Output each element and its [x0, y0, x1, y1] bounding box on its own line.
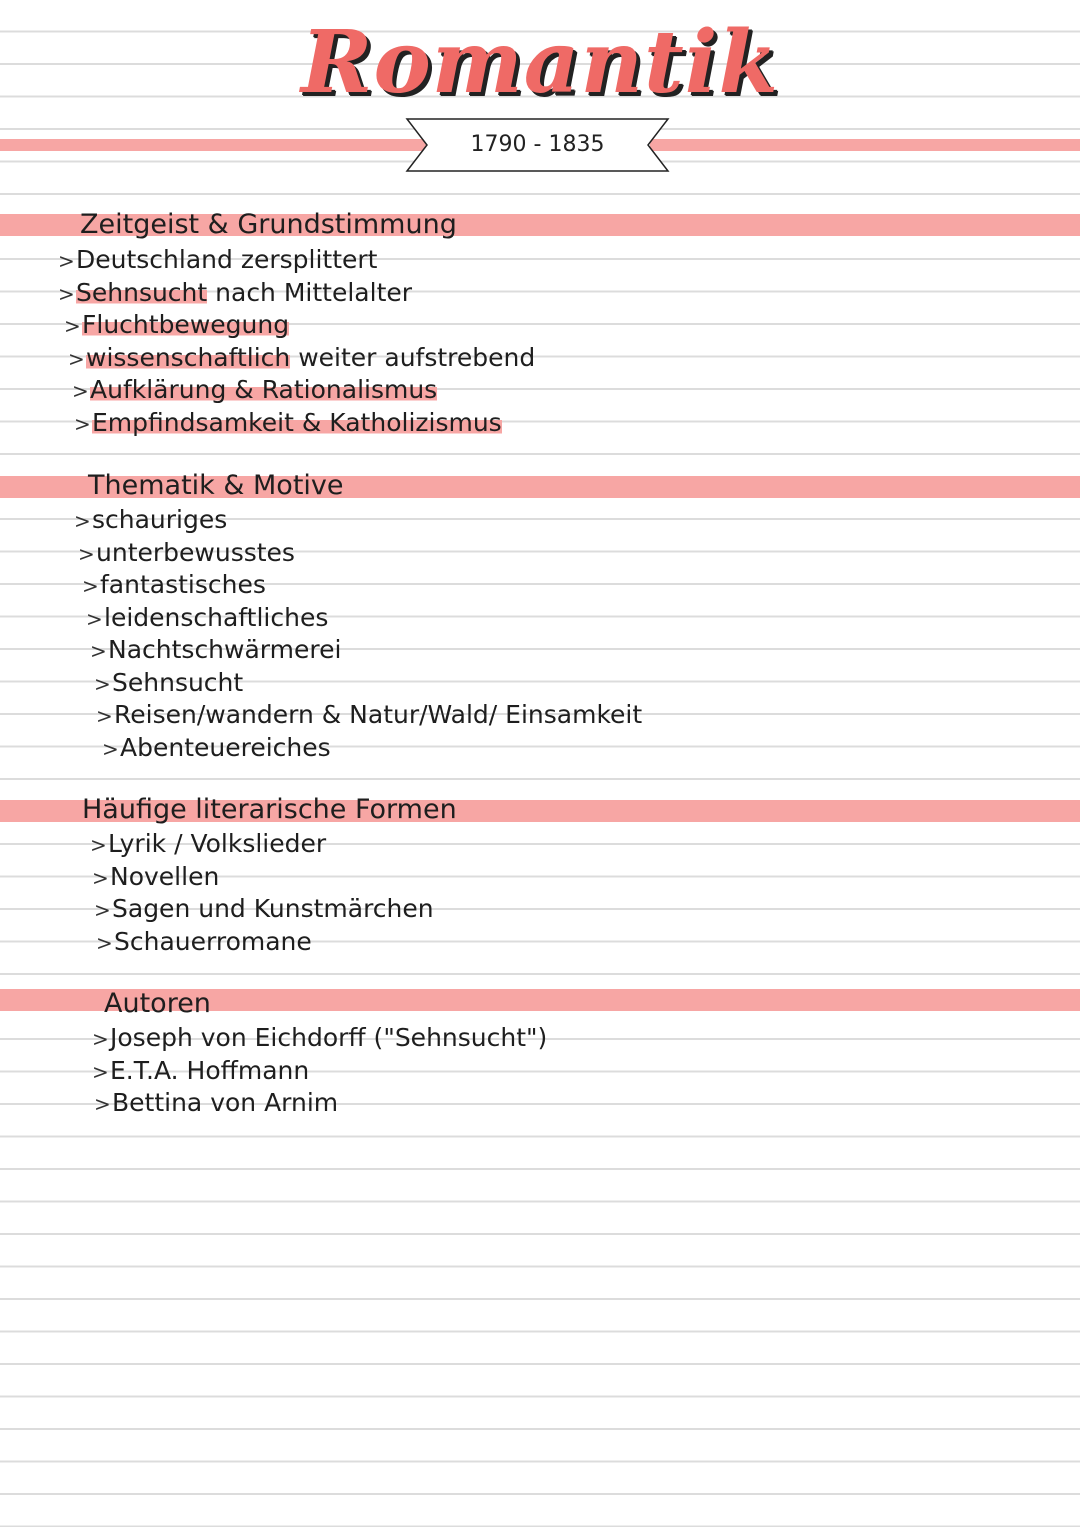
chevron-right-icon: >: [94, 1092, 111, 1116]
period-band-right: [650, 139, 1080, 151]
item-text: Schauerromane: [114, 926, 312, 956]
item-text: unterbewusstes: [96, 537, 295, 567]
list-item: [90, 861, 434, 894]
chevron-right-icon: >: [58, 281, 75, 306]
item-highlight: Empfindsamkeit & Katholizismus: [92, 407, 502, 437]
list-item: [74, 732, 642, 765]
item-text: E.T.A. Hoffmann: [110, 1055, 310, 1085]
item-text: Reisen/wandern & Natur/Wald/ Einsamkeit: [114, 700, 643, 729]
list-item: [58, 309, 535, 342]
chevron-right-icon: >: [92, 1059, 109, 1084]
item-text: Sagen und Kunstmärchen: [112, 894, 434, 923]
list-item: [74, 569, 642, 602]
chevron-right-icon: >: [74, 411, 91, 436]
list-item: [90, 893, 434, 926]
list-zeitgeist: [58, 244, 535, 439]
list-item: [74, 634, 642, 667]
item-highlight: Fluchtbewegung: [82, 310, 290, 339]
heading-autoren: Autoren: [104, 988, 211, 1019]
period-banner: [405, 117, 670, 173]
item-text: Nachtschwärmerei: [108, 635, 342, 664]
list-thematik: [74, 504, 642, 764]
list-item: [58, 374, 535, 407]
item-text: schauriges: [92, 505, 228, 534]
chevron-right-icon: >: [92, 865, 109, 890]
list-item: [58, 407, 535, 440]
list-autoren: [92, 1022, 547, 1120]
chevron-right-icon: >: [94, 898, 111, 922]
item-text: Bettina von Arnim: [112, 1088, 339, 1117]
list-item: [74, 699, 642, 732]
period-range: 1790 - 1835: [470, 132, 605, 157]
item-text: Sehnsucht: [112, 667, 244, 697]
list-formen: [90, 828, 434, 958]
list-item: [92, 1022, 547, 1055]
chevron-right-icon: >: [94, 671, 111, 696]
chevron-right-icon: >: [90, 833, 107, 857]
list-item: [58, 244, 535, 277]
list-item: [74, 504, 642, 537]
item-text: Joseph von Eichdorff ("Sehnsucht"): [110, 1023, 548, 1052]
chevron-right-icon: >: [82, 574, 99, 598]
list-item: [90, 926, 434, 959]
chevron-right-icon: >: [78, 541, 95, 566]
list-item: [58, 342, 535, 375]
item-highlight: Sehnsucht: [76, 277, 208, 307]
chevron-right-icon: >: [68, 346, 85, 371]
list-item: [74, 667, 642, 700]
page-title: Romantik: [300, 12, 780, 113]
item-highlight: wissenschaftlich: [86, 342, 291, 372]
chevron-right-icon: >: [92, 1027, 109, 1051]
chevron-right-icon: >: [72, 379, 89, 403]
item-text: weiter aufstrebend: [290, 342, 536, 372]
chevron-right-icon: >: [102, 736, 119, 761]
chevron-right-icon: >: [74, 509, 91, 533]
item-text: leidenschaftliches: [104, 602, 329, 632]
heading-formen: Häufige literarische Formen: [82, 794, 457, 825]
item-text: Lyrik / Volkslieder: [108, 829, 327, 858]
heading-zeitgeist: Zeitgeist & Grundstimmung: [80, 209, 457, 240]
item-text: Abenteuereiches: [120, 732, 331, 762]
item-text: Deutschland zersplittert: [76, 245, 378, 274]
list-item: [74, 537, 642, 570]
list-item: [58, 277, 535, 310]
list-item: [92, 1087, 547, 1120]
item-text: nach Mittelalter: [207, 277, 413, 307]
item-text: fantastisches: [100, 570, 266, 599]
item-text: Novellen: [110, 861, 220, 891]
chevron-right-icon: >: [90, 639, 107, 663]
chevron-right-icon: >: [96, 930, 113, 955]
chevron-right-icon: >: [86, 606, 103, 631]
chevron-right-icon: >: [96, 704, 113, 728]
item-highlight: Aufklärung & Rationalismus: [90, 375, 438, 404]
list-item: [74, 602, 642, 635]
chevron-right-icon: >: [58, 249, 75, 273]
heading-thematik: Thematik & Motive: [88, 470, 344, 501]
list-item: [92, 1055, 547, 1088]
chevron-right-icon: >: [64, 314, 81, 338]
list-item: [90, 828, 434, 861]
period-band-left: [0, 139, 430, 151]
